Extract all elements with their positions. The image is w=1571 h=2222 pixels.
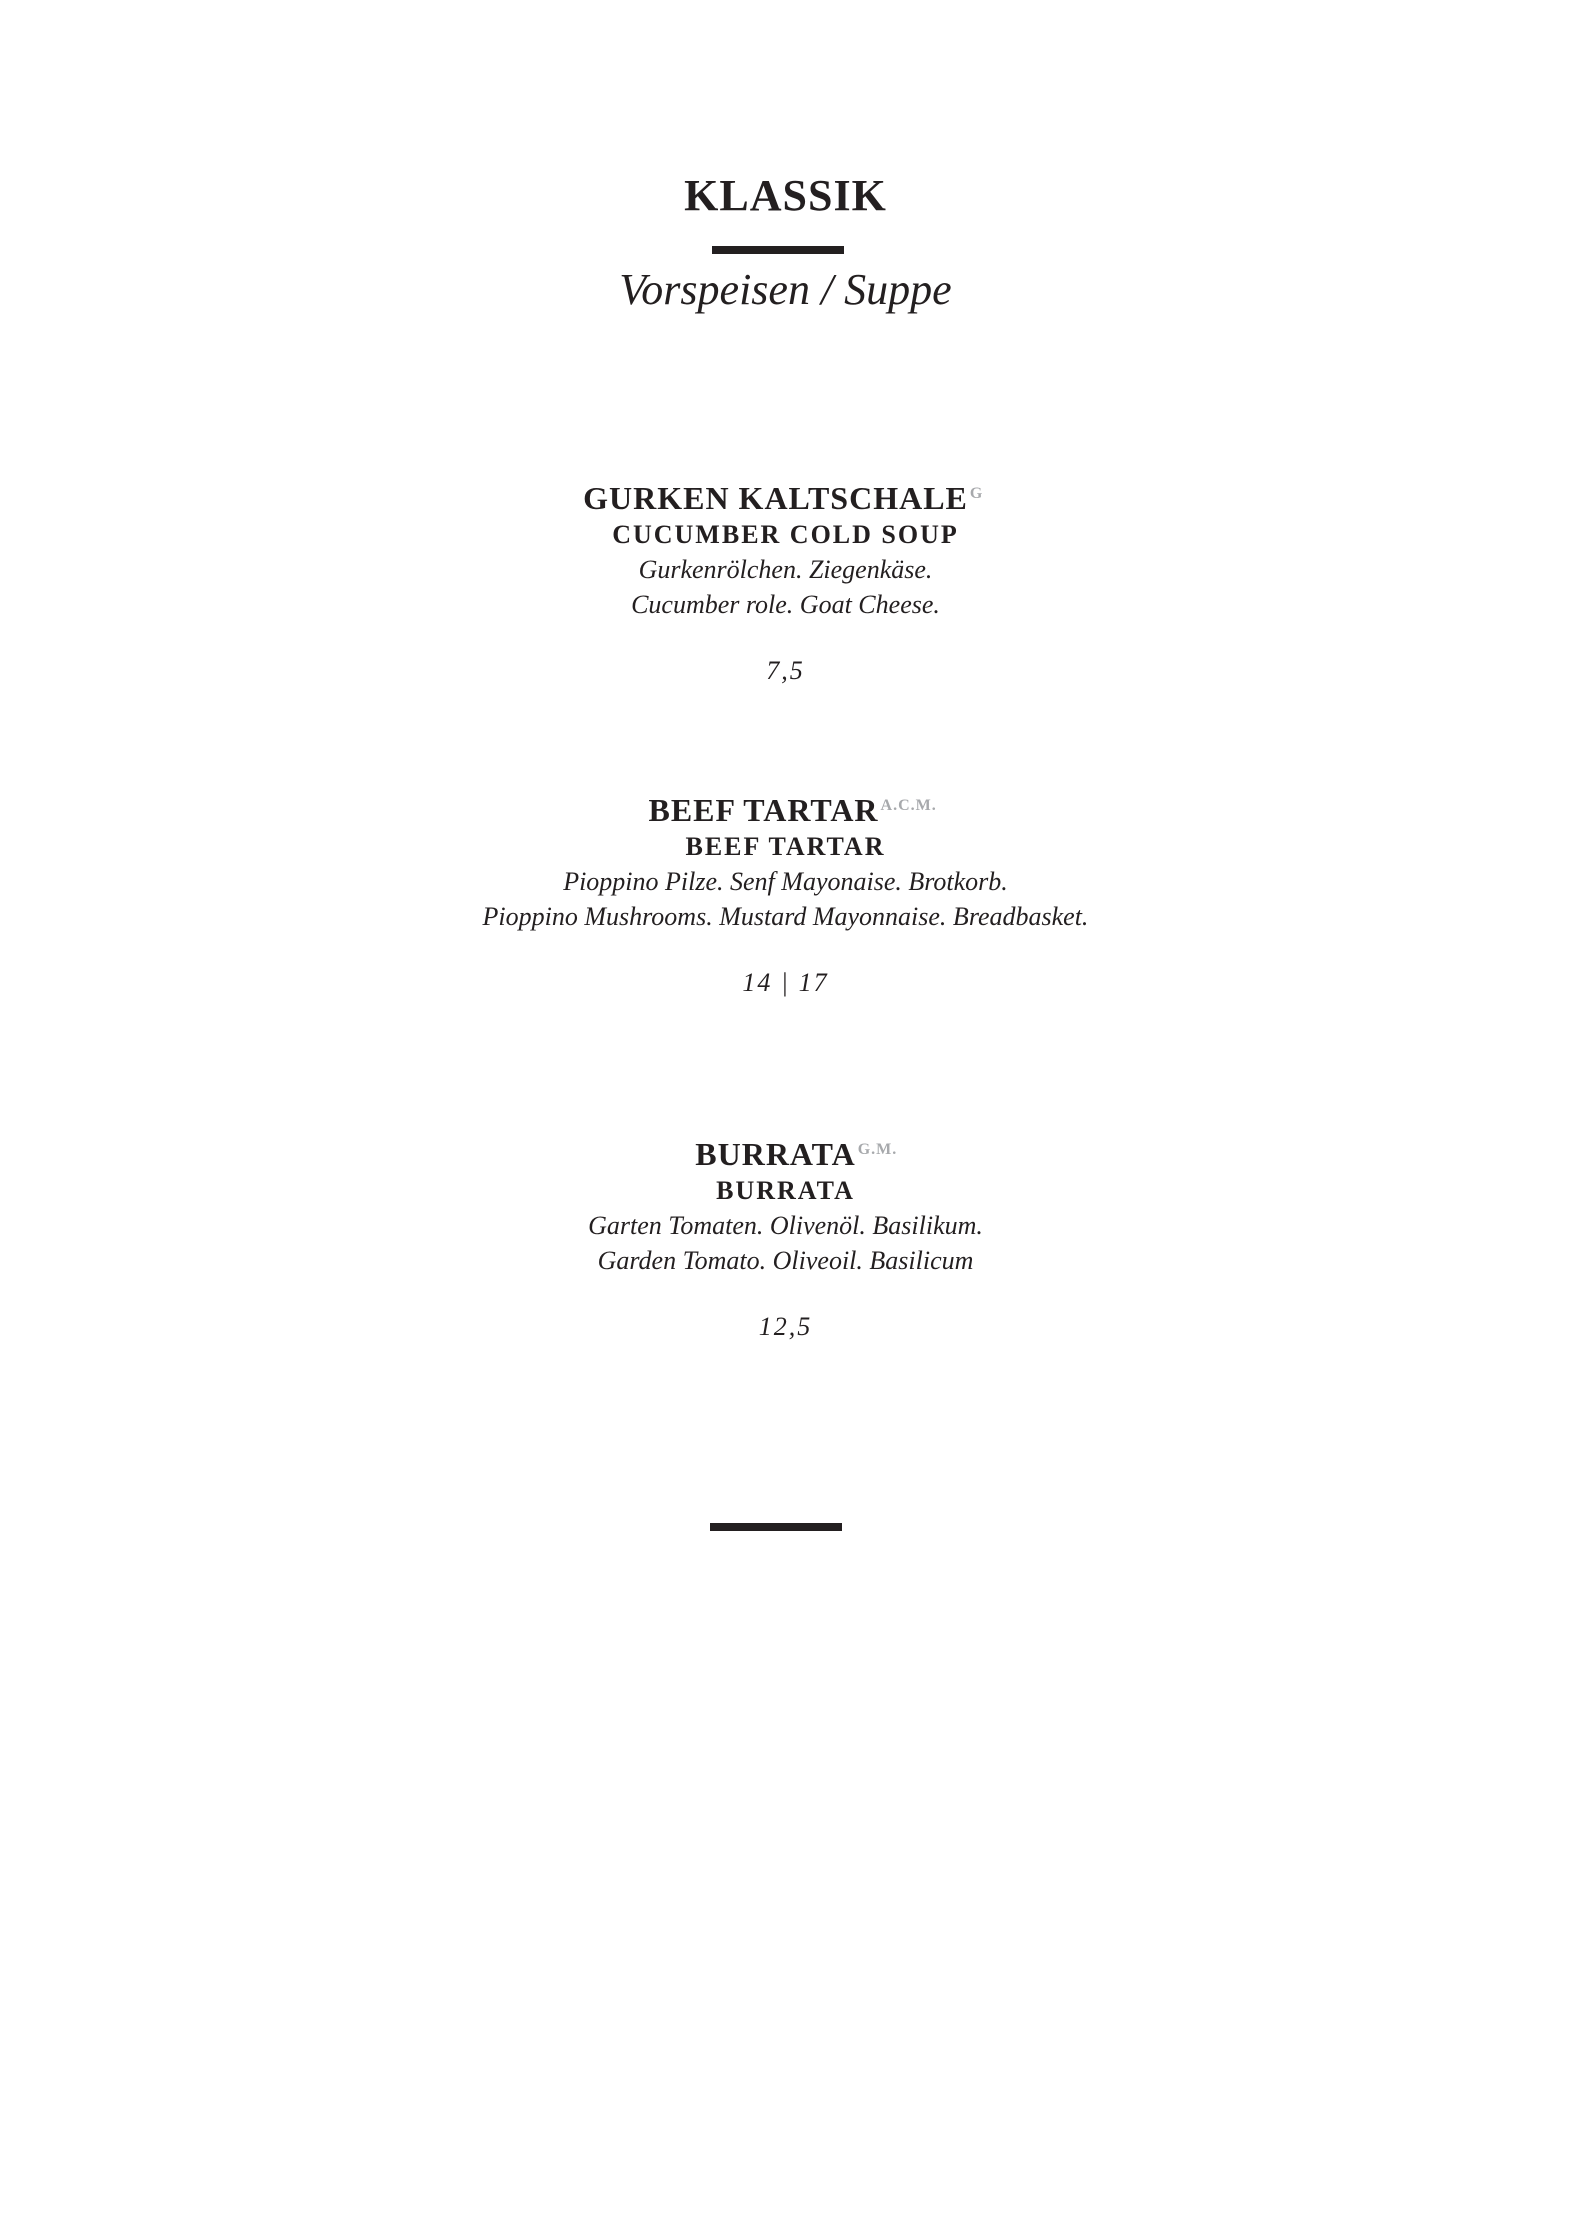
item-name-de: BURRATA G.M. xyxy=(695,1134,855,1174)
menu-item xyxy=(0,790,1571,1000)
footer-divider xyxy=(710,1523,842,1531)
item-price: 12,5 xyxy=(758,1312,813,1341)
item-description-en: Cucumber role. Goat Cheese. xyxy=(631,590,940,619)
allergen-codes: G.M. xyxy=(857,1141,898,1158)
item-name-en: BURRATA xyxy=(716,1176,855,1205)
item-description-de: Garten Tomaten. Olivenöl. Basilikum. xyxy=(588,1211,983,1240)
item-description-de: Pioppino Pilze. Senf Mayonaise. Brotkorb. xyxy=(563,867,1008,896)
item-description-en: Garden Tomato. Oliveoil. Basilicum xyxy=(597,1246,974,1275)
section-title: KLASSIK xyxy=(684,171,887,220)
section-subtitle: Vorspeisen / Suppe xyxy=(619,265,952,314)
allergen-codes: G xyxy=(969,485,984,502)
title-divider xyxy=(712,246,844,254)
item-name-en: BEEF TARTAR xyxy=(685,832,886,861)
item-name-de: BEEF TARTAR A.C.M. xyxy=(648,790,878,830)
allergen-codes: A.C.M. xyxy=(880,797,937,814)
item-price: 7,5 xyxy=(766,656,805,685)
item-description-de: Gurkenrölchen. Ziegenkäse. xyxy=(638,555,933,584)
item-name-de: GURKEN KALTSCHALE G xyxy=(583,478,968,518)
menu-item xyxy=(0,1134,1571,1344)
item-name-en: CUCUMBER COLD SOUP xyxy=(612,520,959,549)
menu-item xyxy=(0,478,1571,688)
item-description-en: Pioppino Mushrooms. Mustard Mayonnaise. Breadbasket. xyxy=(482,902,1089,931)
item-price: 14 | 17 xyxy=(742,968,829,997)
